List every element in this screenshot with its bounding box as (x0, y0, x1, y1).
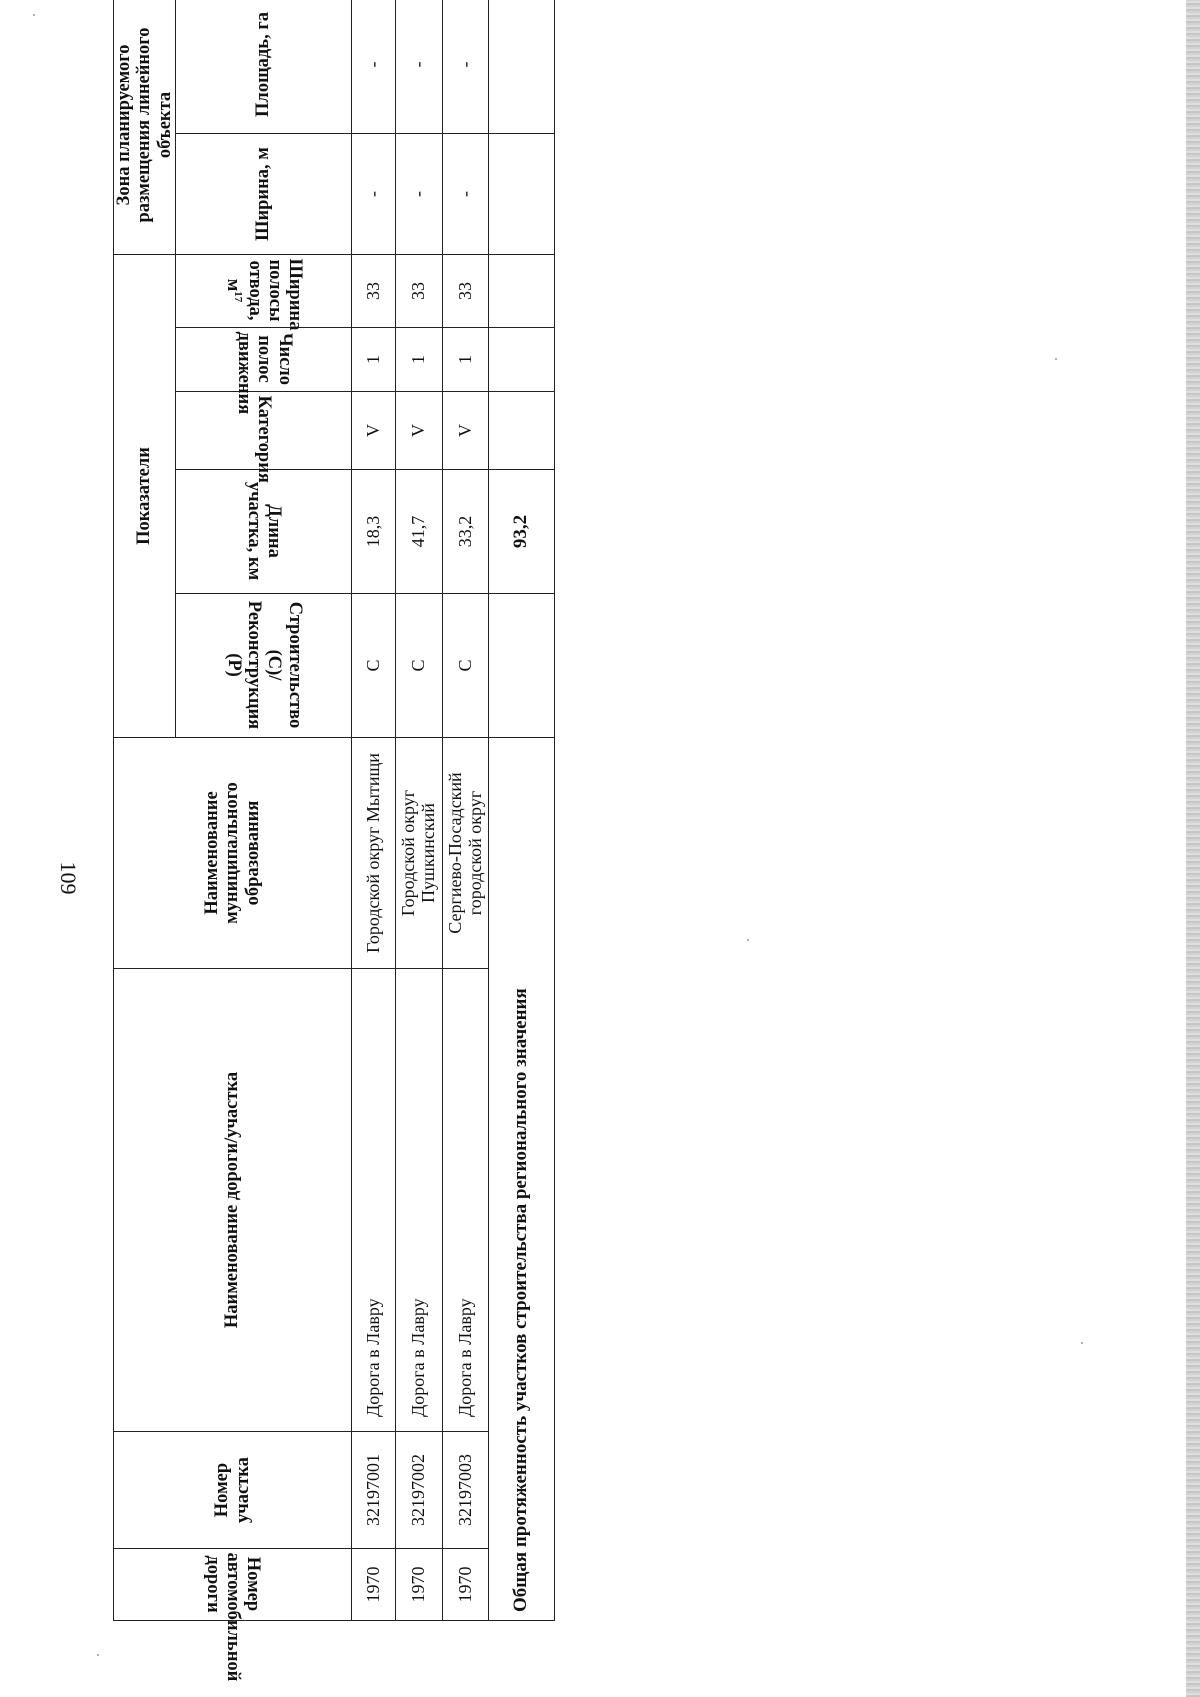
table-row (443, 0, 489, 1621)
cell-construction: С (352, 594, 396, 738)
header-row-top (114, 0, 176, 1621)
table-row (352, 0, 396, 1621)
total-label: Общая протяженность участков строительства регионального значения (489, 738, 555, 1621)
header-road-name: Наименование дороги/участка (114, 969, 352, 1432)
header-zone-width: Ширина, м (176, 133, 352, 254)
cell-length: 41,7 (396, 470, 443, 594)
total-empty-cell (489, 392, 555, 470)
cell-row-width: 33 (396, 254, 443, 327)
header-row-width (176, 254, 352, 331)
cell-road-name: Дорога в Лавру (443, 969, 489, 1432)
cell-lanes: 1 (443, 328, 489, 392)
total-row (489, 0, 555, 1621)
cell-zone-width: - (352, 133, 396, 254)
header-category: Категория (176, 392, 352, 470)
scan-speck (97, 1654, 99, 1656)
header-zone-area: Площадь, га (176, 0, 352, 133)
cell-road-number: 1970 (396, 1549, 443, 1621)
cell-lanes: 1 (396, 328, 443, 392)
cell-section-number: 32197002 (396, 1432, 443, 1549)
cell-road-number: 1970 (352, 1549, 396, 1621)
cell-road-number: 1970 (443, 1549, 489, 1621)
cell-category: V (352, 392, 396, 470)
scan-speck (33, 14, 35, 16)
total-length: 93,2 (489, 470, 555, 594)
header-section-number: Номер участка (114, 1432, 352, 1549)
header-indicators-group: Показатели (114, 254, 176, 737)
cell-municipality: Городской округ Мытищи (352, 738, 396, 969)
cell-zone-area: - (352, 0, 396, 133)
road-sections-table (113, 0, 555, 1682)
cell-category: V (396, 392, 443, 470)
cell-municipality: Сергиево-Посадский городской округ (443, 738, 489, 969)
cell-row-width: 33 (443, 254, 489, 327)
header-construction: Строительство (С)/ Реконструкция (Р) (176, 594, 352, 738)
header-zone-group: Зона планируемого размещения линейного объекта (114, 0, 176, 254)
header-road-number: Номер автомобильной дороги (114, 1549, 352, 1621)
page-number: 109 (56, 861, 81, 895)
header-lanes: Число полос движения (176, 328, 352, 392)
scan-speck (1055, 358, 1057, 360)
total-empty-cell (489, 254, 555, 327)
cell-municipality: Городской округ Пушкинский (396, 738, 443, 969)
cell-construction: С (443, 594, 489, 738)
cell-lanes: 1 (352, 328, 396, 392)
header-municipality: Наименование муниципального образования (114, 738, 352, 969)
cell-length: 18,3 (352, 470, 396, 594)
table-frame (113, 12, 532, 1682)
total-empty-cell (489, 328, 555, 392)
cell-category: V (443, 392, 489, 470)
scan-speck (1081, 1342, 1083, 1344)
cell-zone-area: - (443, 0, 489, 133)
cell-length: 33,2 (443, 470, 489, 594)
header-row-width-text: Ширина полосы отвода, м (222, 258, 305, 331)
cell-row-width: 33 (352, 254, 396, 327)
scan-edge-artifact (1186, 0, 1200, 1697)
cell-section-number: 32197003 (443, 1432, 489, 1549)
header-row-width-footnote: 17 (231, 291, 244, 303)
cell-road-name: Дорога в Лавру (396, 969, 443, 1432)
total-empty-cell (489, 133, 555, 254)
cell-road-name: Дорога в Лавру (352, 969, 396, 1432)
cell-zone-width: - (396, 133, 443, 254)
cell-zone-width: - (443, 133, 489, 254)
cell-zone-area: - (396, 0, 443, 133)
table-row (396, 0, 443, 1621)
scan-speck (747, 939, 749, 941)
cell-construction: С (396, 594, 443, 738)
cell-section-number: 32197001 (352, 1432, 396, 1549)
total-empty-cell (489, 594, 555, 738)
header-length: Длина участка, км (176, 470, 352, 594)
total-empty-cell (489, 0, 555, 133)
